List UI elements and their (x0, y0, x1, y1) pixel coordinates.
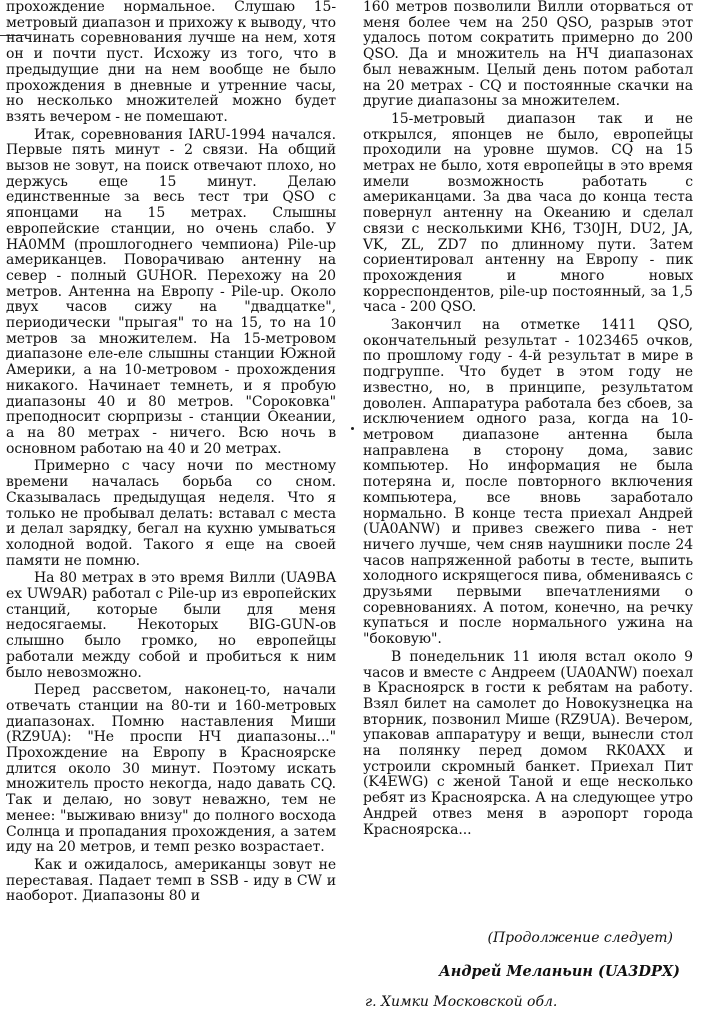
left-paragraph-6: Как и ожидалось, американцы зовут не переставая. Падает темп в SSB - иду в CW и наоборот. Диапазоны 80 и (6, 856, 336, 905)
left-paragraph-4: На 80 метрах в это время Вилли (UA9BA ex UW9AR) работал с Pile-up из европейских станций, которые были для меня недосягаемы. Некоторых BIG-GUN-ов слышно было громко, но европейцы работали между собой и пробиться к ним было невозможно. (6, 570, 336, 681)
right-paragraph-2: 15-метровый диапазон так и не открылся, японцев не было, европейцы проходили на уровне шумов. CQ на 15 метрах не было, хотя европейцы в это время имели возможность работать с американцами. За два часа до конца теста повернул антенну на Океанию и сделал связи с несколькими KH6, T30JH, DU2, JA, VK, ZL, ZD7 по длинному пути. Затем сориентировал антенну на Европу - пик прохождения и много новых корреспондентов, pile-up постоянный, за 1,5 часа - 200 QSO. (363, 110, 693, 316)
left-paragraph-3: Примерно с часу ночи по местному времени началась борьба со сном. Сказывалась предыдущая неделя. Что я только не пробывал делать: вставал с места и делал зарядку, бегал на кухню умываться холодной водой. Такого я еще на своей памяти не помню. (6, 458, 336, 569)
author-signature: Андрей Меланьин (UA3DPX) (439, 963, 680, 980)
right-column (363, 0, 693, 838)
print-speck-dot (351, 427, 354, 430)
right-paragraph-1: 160 метров позволили Вилли оторваться от меня более чем на 250 QSO, разрыв этот удалось потом сократить примерно до 200 QSO. Да и множитель на НЧ диапазонах был неважным. Целый день потом работал на 20 метрах - CQ и постоянные скачки на другие диапазоны за множителем. (363, 0, 693, 110)
left-paragraph-5: Перед рассветом, наконец-то, начали отвечать станции на 80-ти и 160-метровых диапазонах. Помню наставления Миши (RZ9UA): "Не проспи НЧ диапазоны..." Прохождение на Европу в Красноярске длится около 30 минут. Поэтому искать множитель просто некогда, надо давать CQ. Так и делаю, но зовут неважно, тем не менее: "выживаю внизу" до полного восхода Солнца и пропадания прохождения, а затем иду на 20 метров, и темп резко возрастает. (6, 682, 336, 856)
left-paragraph-1: прохождение нормальное. Слушаю 15-метровый диапазон и прихожу к выводу, что начинать соревнования лучше на нем, хотя он и почти пуст. Исхожу из того, что в предыдущие дни на нем вообще не было прохождения в дневные и утренние часы, но несколько множителей можно будет взять вечером - не помешают. (6, 0, 336, 125)
author-location: г. Химки Московской обл. (365, 994, 558, 1010)
left-paragraph-2: Итак, соревнования IARU-1994 начался. Первые пять минут - 2 связи. На общий вызов не зовут, на поиск отвечают плохо, но держусь еще 15 минут. Делаю единственные за весь тест три QSO с японцами на 15 метрах. Слышны европейские станции, но очень слабо. У HA0MM (прошлогоднего чемпиона) Pile-up американцев. Поворачиваю антенну на север - полный GUHOR. Перехожу на 20 метров. Антенна на Европу - Pile-up. Около двух часов сижу на "двадцатке", периодически "прыгая" то на 15, то на 10 метров за множителем. На 15-метровом диапазоне еле-еле слышны станции Южной Америки, а на 10-метровом - прохождения никакого. Начинает темнеть, и я пробую диапазоны 40 и 80 метров. "Сороковка" преподносит сюрпризы - станции Океании, а на 80 метрах - ничего. Всю ночь в основном работаю на 40 и 20 метрах. (6, 126, 336, 457)
right-paragraph-4: В понедельник 11 июля встал около 9 часов и вместе с Андреем (UA0ANW) поехал в Красноярск в гости к ребятам на работу. Взял билет на самолет до Новокузнецка на вторник, позвонил Мише (RZ9UA). Вечером, упаковав аппаратуру и вещи, вынесли стол на полянку перед домом RK0AXX и устроили скромный банкет. Приехал Пит (K4EWG) с женой Таной и еще несколько ребят из Красноярска. А на следующее утро Андрей отвез меня в аэропорт города Красноярска... (363, 648, 693, 838)
to-be-continued-note: (Продолжение следует) (487, 930, 673, 946)
left-column (6, 0, 336, 905)
right-paragraph-3: Закончил на отметке 1411 QSO, окончательный результат - 1023465 очков, по прошлому году - 4-й результат в мире в подгруппе. Что будет в этом году не известно, но, в принципе, результатом доволен. Аппаратура работала без сбоев, за исключением одного раза, когда на 10-метровом диапазоне антенна была направлена в сторону дома, завис компьютер. Но информация не была потеряна и, после повторного включения компьютера, все вновь заработало нормально. В конце теста приехал Андрей (UA0ANW) и привез свежего пива - нет ничего лучше, чем сняв наушники после 24 часов напряженной работы в тесте, выпить холодного искрящегося пива, обмениваясь с друзьями первыми впечатлениями о соревнованиях. А потом, конечно, на речку купаться и после нормального ужина на "боковую". (363, 317, 693, 648)
